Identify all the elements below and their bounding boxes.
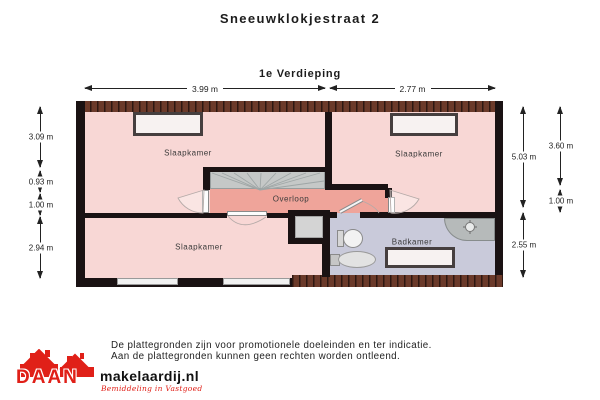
- disclaimer-line-2: Aan de plattegronden kunnen geen rechten worden ontleend.: [111, 351, 401, 362]
- dimension-label: 1.00 m: [28, 200, 54, 209]
- dimension-label: 2.94 m: [28, 243, 54, 252]
- logo-brand: DAAN: [16, 367, 79, 388]
- door-bathroom: [340, 200, 362, 212]
- room-label-bedroom-bottom-left: Slaapkamer: [175, 242, 223, 252]
- dimension-label: 0.93 m: [28, 177, 54, 186]
- room-label-landing: Overloop: [272, 194, 310, 204]
- dimension-label: 5.03 m: [511, 152, 537, 162]
- page-title: Sneeuwklokjestraat 2: [219, 11, 381, 26]
- logo-tagline: Bemiddeling in Vastgoed: [101, 384, 203, 393]
- room-label-bedroom-top-left: Slaapkamer: [164, 148, 212, 158]
- dimension-label: 1.00 m: [548, 196, 574, 206]
- dimension-label: 2.77 m: [395, 84, 431, 94]
- dimension-label: 3.60 m: [548, 141, 574, 151]
- dimension-label: 2.55 m: [511, 240, 537, 250]
- shower-head-icon: [463, 220, 477, 234]
- dimension-label: 3.99 m: [187, 84, 223, 94]
- logo: [14, 349, 244, 397]
- floor-label: 1e Verdieping: [259, 68, 341, 80]
- logo-domain: makelaardij.nl: [100, 368, 199, 384]
- dimension-label: 3.09 m: [28, 132, 54, 142]
- stair-treads: [212, 173, 324, 190]
- disclaimer-line-1: De plattegronden zijn voor promotionele doeleinden en ter indicatie.: [111, 340, 432, 351]
- room-label-bedroom-top-right: Slaapkamer: [395, 149, 443, 159]
- room-label-bathroom: Badkamer: [391, 237, 433, 247]
